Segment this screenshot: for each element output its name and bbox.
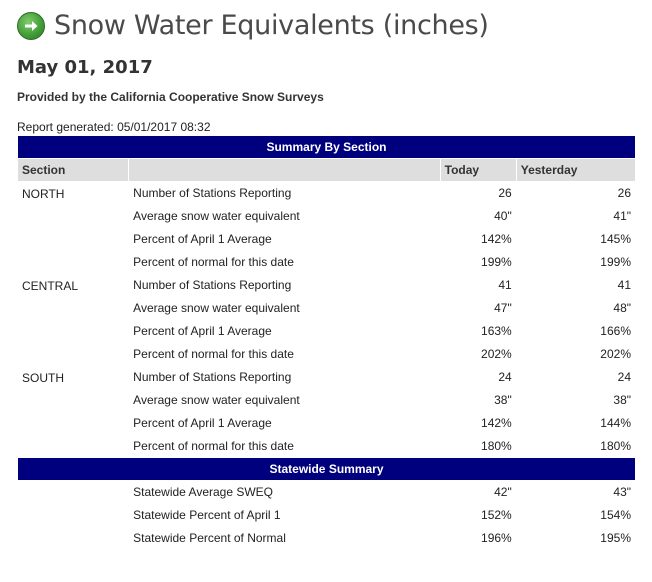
today-value: 40" <box>494 209 512 223</box>
today-value: 142% <box>481 416 512 430</box>
report-generated: Report generated: 05/01/2017 08:32 <box>17 120 211 134</box>
metric-label: Percent of April 1 Average <box>133 232 272 246</box>
yesterday-value: 145% <box>600 232 631 246</box>
metric-label: Number of Stations Reporting <box>133 370 292 384</box>
today-column-header: Today <box>441 159 516 181</box>
yesterday-value: 166% <box>600 324 631 338</box>
yesterday-value: 202% <box>600 347 631 361</box>
metric-label: Statewide Average SWEQ <box>133 485 274 499</box>
section-name: SOUTH <box>22 371 64 385</box>
yesterday-value: 26 <box>617 186 631 200</box>
today-value: 142% <box>481 232 512 246</box>
metric-label: Percent of April 1 Average <box>133 324 272 338</box>
metric-label: Number of Stations Reporting <box>133 186 292 200</box>
metric-label: Average snow water equivalent <box>133 209 300 223</box>
section-name: CENTRAL <box>22 279 79 293</box>
metric-label: Statewide Percent of April 1 <box>133 508 281 522</box>
metric-label: Percent of normal for this date <box>133 439 294 453</box>
metric-label: Statewide Percent of Normal <box>133 531 286 545</box>
today-value: 199% <box>481 255 512 269</box>
section-name <box>18 481 128 503</box>
today-value: 41 <box>498 278 512 292</box>
yesterday-value: 199% <box>600 255 631 269</box>
metric-column-header <box>129 159 439 181</box>
yesterday-value: 38" <box>613 393 631 407</box>
summary-by-section-banner: Summary By Section <box>18 136 635 158</box>
section-name <box>18 504 128 526</box>
yesterday-value: 48" <box>613 301 631 315</box>
metric-label: Percent of normal for this date <box>133 255 294 269</box>
section-name <box>18 527 128 549</box>
table-row <box>18 527 635 549</box>
today-value: 42" <box>494 485 512 499</box>
yesterday-value: 43" <box>613 485 631 499</box>
today-value: 38" <box>494 393 512 407</box>
metric-label: Average snow water equivalent <box>133 301 300 315</box>
today-value: 196% <box>481 531 512 545</box>
yesterday-value: 195% <box>600 531 631 545</box>
table-row <box>18 182 635 204</box>
metric-label: Percent of April 1 Average <box>133 416 272 430</box>
yesterday-value: 180% <box>600 439 631 453</box>
table-row <box>18 504 635 526</box>
today-value: 24 <box>498 370 512 384</box>
table-row <box>18 481 635 503</box>
arrow-right-icon[interactable] <box>17 12 45 40</box>
provided-by: Provided by the California Cooperative Snow Surveys <box>17 90 324 104</box>
title-row <box>17 10 489 41</box>
yesterday-value: 41" <box>613 209 631 223</box>
statewide-summary-banner: Statewide Summary <box>18 458 635 480</box>
yesterday-value: 41 <box>617 278 631 292</box>
summary-table <box>17 135 636 550</box>
today-value: 26 <box>498 186 512 200</box>
today-value: 47" <box>494 301 512 315</box>
yesterday-value: 154% <box>600 508 631 522</box>
today-value: 180% <box>481 439 512 453</box>
yesterday-value: 24 <box>617 370 631 384</box>
page-title: Snow Water Equivalents (inches) <box>54 10 489 41</box>
metric-label: Number of Stations Reporting <box>133 278 292 292</box>
yesterday-column-header: Yesterday <box>517 159 635 181</box>
today-value: 202% <box>481 347 512 361</box>
report-date: May 01, 2017 <box>17 57 153 78</box>
table-row <box>18 366 635 388</box>
section-name: NORTH <box>22 187 65 201</box>
metric-label: Percent of normal for this date <box>133 347 294 361</box>
table-row <box>18 274 635 296</box>
yesterday-value: 144% <box>600 416 631 430</box>
today-value: 152% <box>481 508 512 522</box>
section-column-header: Section <box>18 159 128 181</box>
metric-label: Average snow water equivalent <box>133 393 300 407</box>
today-value: 163% <box>481 324 512 338</box>
